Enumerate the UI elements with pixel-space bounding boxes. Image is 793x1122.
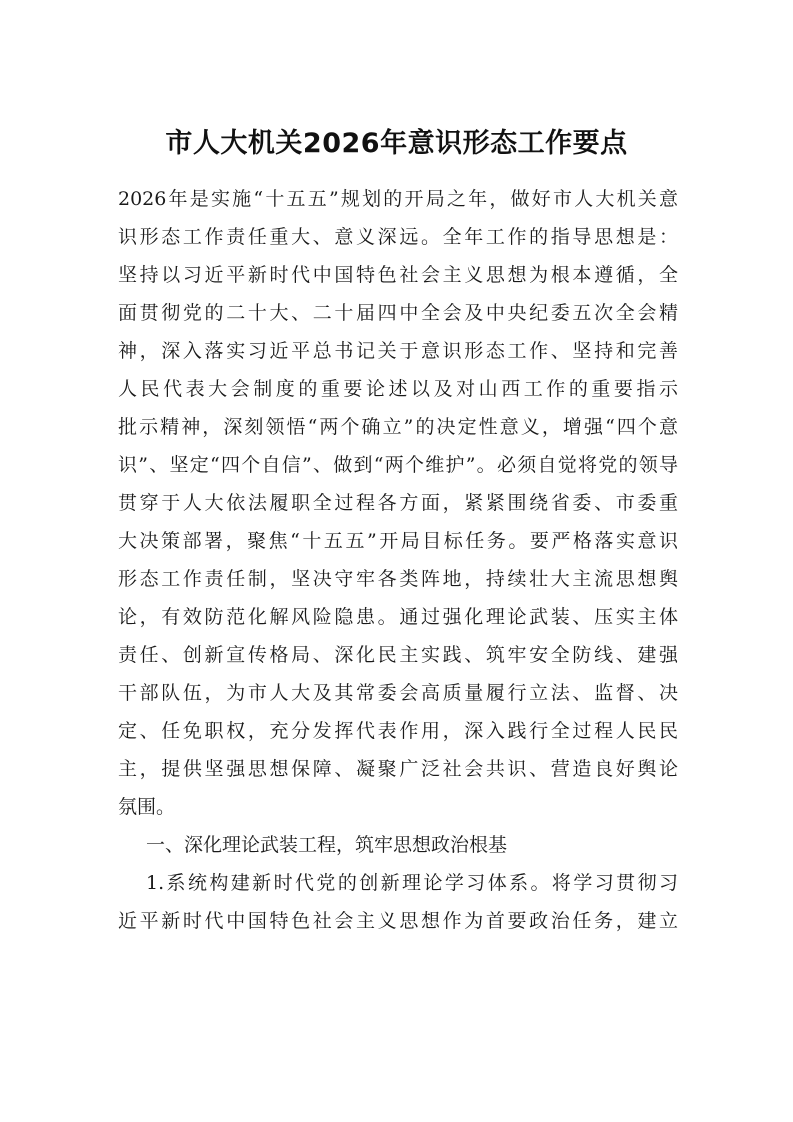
section-heading: 一、深化理论武装工程，筑牢思想政治根基	[146, 834, 508, 856]
body-line: 1.系统构建新时代党的创新理论学习体系。将学习贯彻习	[146, 872, 678, 894]
body-line: 论，有效防范化解风险隐患。通过强化理论武装、压实主体	[118, 606, 678, 628]
body-line: 氛围。	[118, 796, 176, 818]
body-line: 定、任免职权，充分发挥代表作用，深入践行全过程人民民	[118, 720, 678, 742]
body-line: 坚持以习近平新时代中国特色社会主义思想为根本遵循，全	[118, 264, 678, 286]
body-line: 形态工作责任制，坚决守牢各类阵地，持续壮大主流思想舆	[118, 568, 678, 590]
document-title: 市人大机关2026年意识形态工作要点	[165, 128, 628, 159]
body-line: 识”、坚定“四个自信”、做到“两个维护”。必须自觉将党的领导	[118, 454, 678, 476]
body-line: 面贯彻党的二十大、二十届四中全会及中央纪委五次全会精	[118, 302, 678, 324]
body-line: 近平新时代中国特色社会主义思想作为首要政治任务，建立	[118, 910, 678, 932]
body-line: 神，深入落实习近平总书记关于意识形态工作、坚持和完善	[118, 340, 678, 362]
body-line: 贯穿于人大依法履职全过程各方面，紧紧围绕省委、市委重	[118, 492, 678, 514]
body-line: 大决策部署，聚焦“十五五”开局目标任务。要严格落实意识	[118, 530, 678, 552]
body-line: 人民代表大会制度的重要论述以及对山西工作的重要指示	[118, 378, 678, 400]
body-line: 干部队伍，为市人大及其常委会高质量履行立法、监督、决	[118, 682, 678, 704]
body-line: 识形态工作责任重大、意义深远。全年工作的指导思想是：	[118, 226, 678, 248]
body-line: 主，提供坚强思想保障、凝聚广泛社会共识、营造良好舆论	[118, 758, 678, 780]
body-line: 责任、创新宣传格局、深化民主实践、筑牢安全防线、建强	[118, 644, 678, 666]
body-line: 2026年是实施“十五五”规划的开局之年，做好市人大机关意	[118, 188, 678, 210]
body-line: 批示精神，深刻领悟“两个确立”的决定性意义，增强“四个意	[118, 416, 678, 438]
